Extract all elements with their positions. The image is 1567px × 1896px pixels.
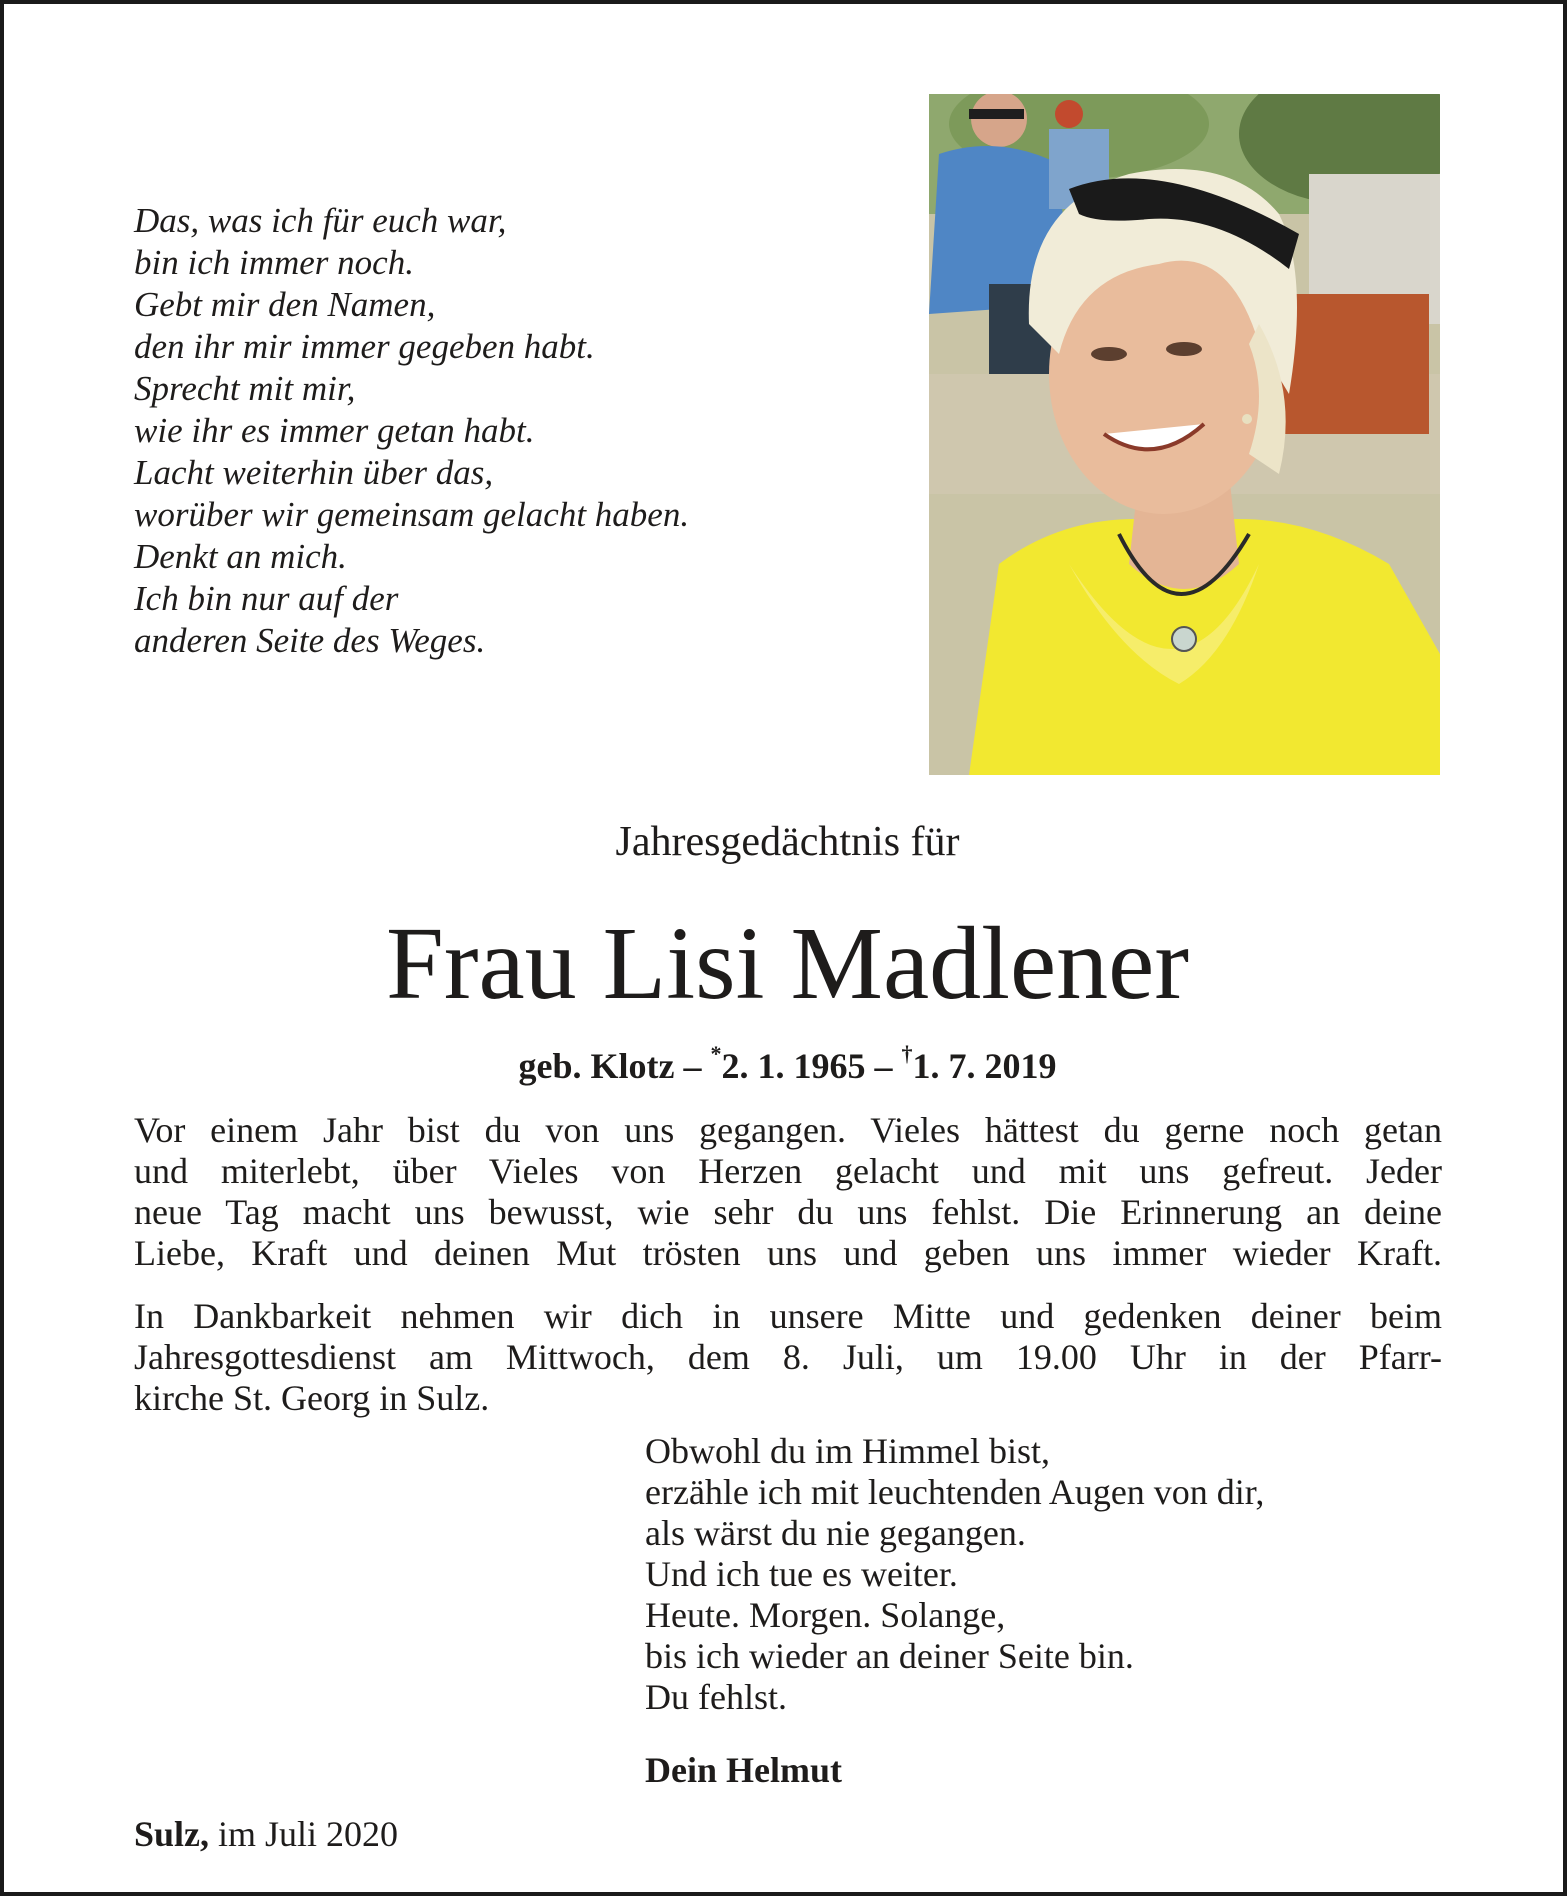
birth-date: 2. 1. 1965 (721, 1046, 866, 1086)
date-text: im Juli 2020 (218, 1814, 399, 1854)
paragraph-line: Liebe, Kraft und deinen Mut trösten uns und geben uns immer wieder Kraft. (134, 1233, 1442, 1273)
maiden-name: geb. Klotz (518, 1046, 675, 1086)
life-dates (4, 1036, 1567, 1088)
paragraph-line: In Dankbarkeit nehmen wir dich in unsere Mitte und gedenken deiner beim (134, 1296, 1442, 1336)
poem-top-line: anderen Seite des Weges. (134, 621, 486, 660)
portrait-illustration (929, 94, 1440, 775)
paragraph-line: Jahresgottesdienst am Mittwoch, dem 8. Juli, um 19.00 Uhr in der Pfarr- (134, 1337, 1442, 1377)
poem-top-line: Das, was ich für euch war, (134, 201, 507, 240)
poem-top (134, 200, 924, 662)
poem-top-line: Gebt mir den Namen, (134, 285, 436, 324)
memorial-paragraph-1 (134, 1110, 1442, 1274)
paragraph-line: Vor einem Jahr bist du von uns gegangen. Vieles hättest du gerne noch getan (134, 1110, 1442, 1150)
memorial-heading: Jahresgedächtnis für (615, 819, 960, 865)
memorial-paragraph-2 (134, 1296, 1442, 1419)
signature: Dein Helmut (645, 1750, 842, 1790)
portrait-photo (929, 94, 1440, 775)
poem-bottom-line: Du fehlst. (645, 1677, 787, 1717)
poem-bottom (645, 1431, 1425, 1718)
poem-bottom-line: Heute. Morgen. Solange, (645, 1595, 1006, 1635)
dates-separator: – (683, 1046, 702, 1086)
poem-top-line: den ihr mir immer gegeben habt. (134, 327, 595, 366)
place-date (134, 1812, 398, 1856)
birth-symbol: * (710, 1041, 722, 1066)
poem-top-line: Lacht weiterhin über das, (134, 453, 494, 492)
poem-top-line: wie ihr es immer getan habt. (134, 411, 535, 450)
poem-top-line: Ich bin nur auf der (134, 579, 399, 618)
poem-bottom-line: Und ich tue es weiter. (645, 1554, 958, 1594)
poem-top-line: worüber wir gemeinsam gelacht haben. (134, 495, 690, 534)
poem-bottom-line: als wärst du nie gegangen. (645, 1513, 1026, 1553)
poem-bottom-line: bis ich wieder an deiner Seite bin. (645, 1636, 1134, 1676)
poem-top-line: bin ich immer noch. (134, 243, 414, 282)
paragraph-line: neue Tag macht uns bewusst, wie sehr du uns fehlst. Die Erinnerung an deine (134, 1192, 1442, 1232)
death-symbol: † (901, 1041, 913, 1066)
poem-top-line: Denkt an mich. (134, 537, 347, 576)
poem-top-line: Sprecht mit mir, (134, 369, 356, 408)
place: Sulz, (134, 1814, 210, 1854)
poem-bottom-line: Obwohl du im Himmel bist, (645, 1431, 1050, 1471)
paragraph-line: kirche St. Georg in Sulz. (134, 1378, 490, 1418)
deceased-name: Frau Lisi Madlener (386, 906, 1189, 1021)
paragraph-line: und miterlebt, über Vieles von Herzen gelacht und mit uns gefreut. Jeder (134, 1151, 1442, 1191)
poem-bottom-line: erzähle ich mit leuchtenden Augen von dir, (645, 1472, 1265, 1512)
death-date: 1. 7. 2019 (912, 1046, 1057, 1086)
dates-separator: – (874, 1046, 893, 1086)
